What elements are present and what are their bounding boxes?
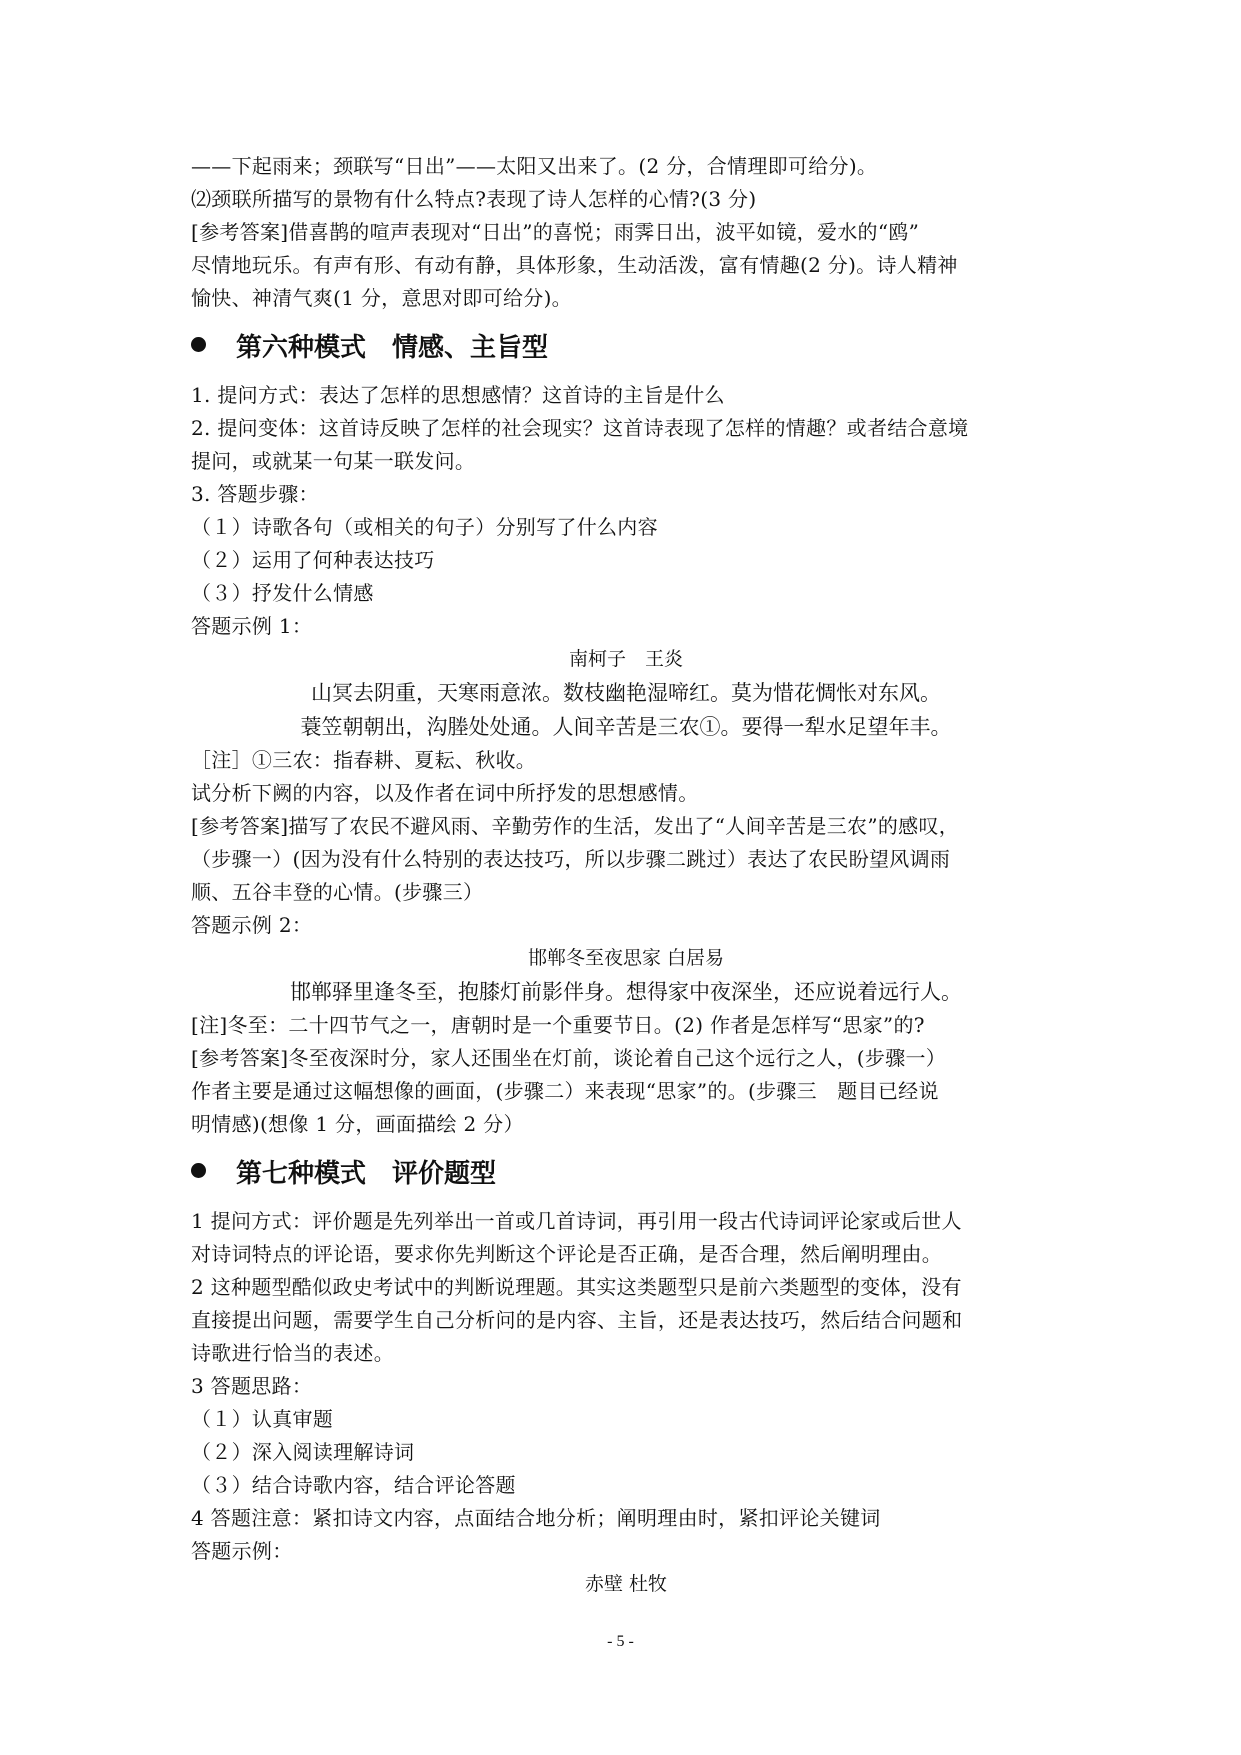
bullet-icon — [191, 337, 206, 352]
text-line: 2. 提问变体：这首诗反映了怎样的社会现实？这首诗表现了怎样的情趣？或者结合意境 — [191, 416, 969, 440]
text-line: 3 答题思路： — [191, 1374, 313, 1398]
text-line: 1. 提问方式：表达了怎样的思想感情？这首诗的主旨是什么 — [191, 383, 725, 407]
text-line: （１）诗歌各句（或相关的句子）分别写了什么内容 — [191, 515, 658, 539]
text-line: 作者主要是通过这幅想像的画面，(步骤二）来表现“思家”的。(步骤三 题目已经说 — [191, 1079, 939, 1103]
text-line: ⑵颈联所描写的景物有什么特点?表现了诗人怎样的心情?(3 分) — [191, 187, 757, 211]
text-line: ［注］①三农：指春耕、夏耘、秋收。 — [191, 748, 537, 772]
text-line: [参考答案]描写了农民不避风雨、辛勤劳作的生活，发出了“人间辛苦是三农”的感叹， — [191, 814, 960, 838]
text-line: 对诗词特点的评论语，要求你先判断这个评论是否正确，是否合理，然后阐明理由。 — [191, 1242, 943, 1266]
text-line: 尽情地玩乐。有声有形、有动有静，具体形象，生动活泼，富有情趣(2 分)。诗人精神 — [191, 253, 958, 277]
text-line: 3. 答题步骤： — [191, 482, 319, 506]
text-line: [参考答案]借喜鹊的喧声表现对“日出”的喜悦；雨霁日出，波平如镜，爱水的“鸥” — [191, 220, 920, 244]
text-line: （１）认真审题 — [191, 1407, 334, 1431]
section-heading-6 — [191, 329, 1061, 367]
text-line: （３）抒发什么情感 — [191, 581, 374, 605]
text-line: 愉快、神清气爽(1 分，意思对即可给分)。 — [191, 286, 572, 310]
text-line: （２）运用了何种表达技巧 — [191, 548, 435, 572]
text-line: 答题示例 1： — [191, 614, 313, 638]
text-line: [注]冬至：二十四节气之一，唐朝时是一个重要节日。(2) 作者是怎样写“思家”的? — [191, 1013, 925, 1037]
poem-title: 赤壁 杜牧 — [584, 1573, 668, 1595]
text-line: 答题示例： — [191, 1539, 293, 1563]
text-line: 明情感)(想像 1 分，画面描绘 2 分） — [191, 1112, 524, 1136]
text-line: （步骤一）(因为没有什么特别的表达技巧，所以步骤二跳过）表达了农民盼望风调雨 — [191, 847, 951, 871]
poem-title: 南柯子 王炎 — [568, 648, 683, 670]
text-line: 诗歌进行恰当的表述。 — [191, 1341, 394, 1365]
poem-line: 邯郸驿里逢冬至，抱膝灯前影伴身。想得家中夜深坐，还应说着远行人。 — [290, 980, 962, 1004]
bullet-icon — [191, 1163, 206, 1178]
section-heading-7 — [191, 1155, 1061, 1193]
text-line: 1 提问方式：评价题是先列举出一首或几首诗词，再引用一段古代诗词评论家或后世人 — [191, 1209, 962, 1233]
poem-line: 蓑笠朝朝出，沟塍处处通。人间辛苦是三农①。要得一犁水足望年丰。 — [300, 715, 952, 739]
text-line: 2 这种题型酷似政史考试中的判断说理题。其实这类题型只是前六类题型的变体，没有 — [191, 1275, 962, 1299]
text-line: 提问，或就某一句某一联发问。 — [191, 449, 476, 473]
text-line: 直接提出问题，需要学生自己分析问的是内容、主旨，还是表达技巧，然后结合问题和 — [191, 1308, 963, 1332]
text-line: 答题示例 2： — [191, 913, 313, 937]
text-line: 试分析下阙的内容，以及作者在词中所抒发的思想感情。 — [191, 781, 699, 805]
document-page — [191, 150, 1061, 1601]
section-title: 第七种模式 评价题型 — [236, 1159, 497, 1189]
page-number: - 5 - — [607, 1633, 634, 1650]
section-title: 第六种模式 情感、主旨型 — [236, 333, 549, 363]
poem-line: 山冥去阴重，天寒雨意浓。数枝幽艳湿啼红。莫为惜花惆怅对东风。 — [311, 681, 941, 705]
text-line: 顺、五谷丰登的心情。(步骤三） — [191, 880, 484, 904]
text-line: （３）结合诗歌内容，结合评论答题 — [191, 1473, 516, 1497]
text-line: [参考答案]冬至夜深时分，家人还围坐在灯前，谈论着自己这个远行之人，(步骤一） — [191, 1046, 947, 1070]
text-line: 4 答题注意：紧扣诗文内容，点面结合地分析；阐明理由时，紧扣评论关键词 — [191, 1506, 881, 1530]
poem-title: 邯郸冬至夜思家 白居易 — [527, 947, 725, 969]
text-line: ——下起雨来；颈联写“日出”——太阳又出来了。(2 分，合情理即可给分)。 — [191, 154, 878, 178]
text-line: （２）深入阅读理解诗词 — [191, 1440, 415, 1464]
